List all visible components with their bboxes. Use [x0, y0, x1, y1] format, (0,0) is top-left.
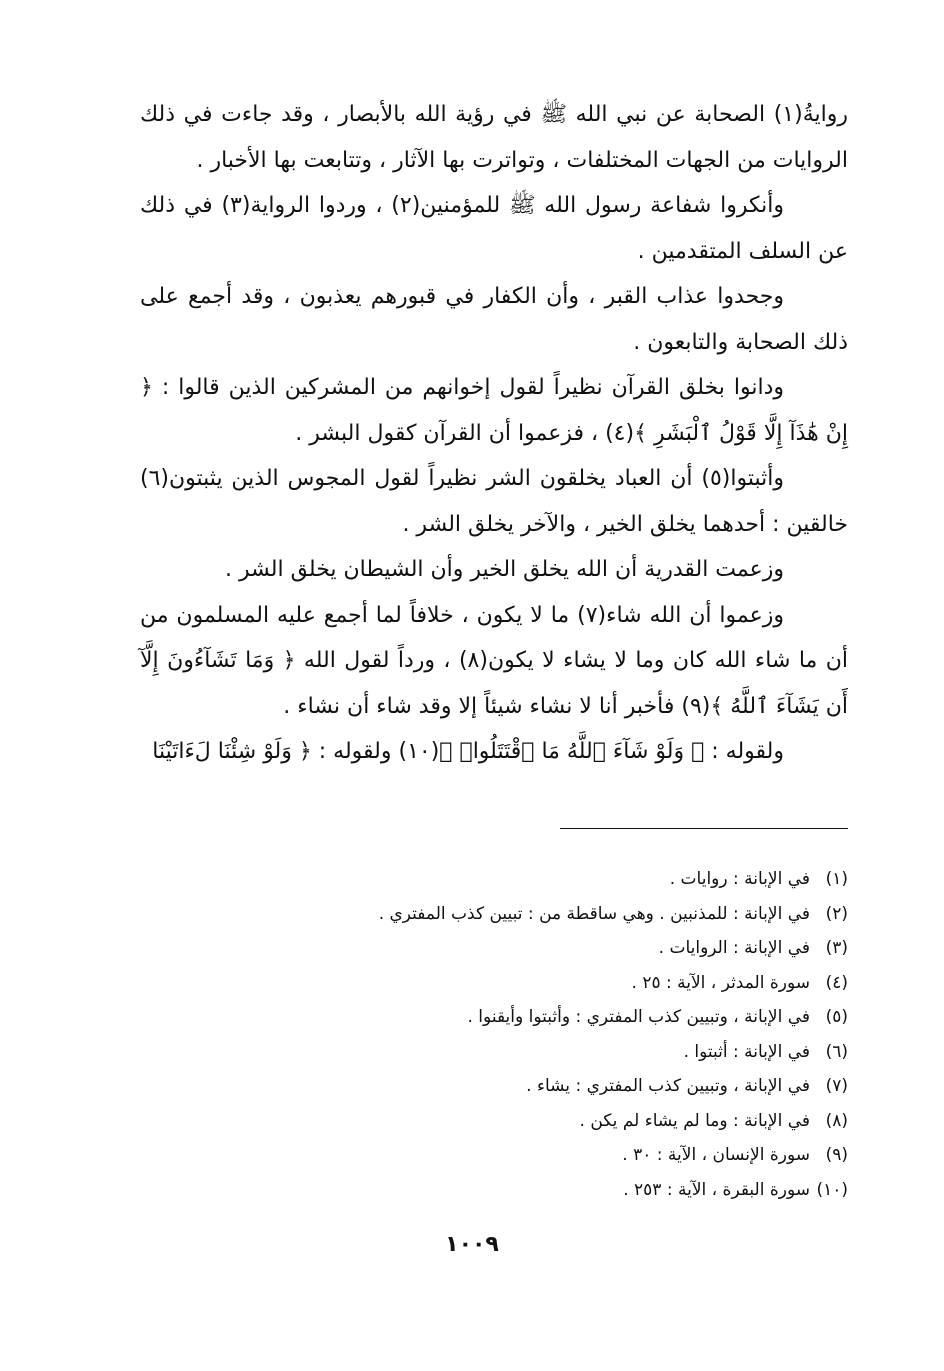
footnote	[198, 897, 848, 932]
footnote-text: سورة المدثر ، الآية : ٢٥ .	[631, 972, 810, 993]
footnote-text: في الإبانة ، وتبيين كذب المفتري : يشاء .	[526, 1076, 810, 1096]
footnote-number: (٩)	[825, 1145, 848, 1165]
paragraph: وزعموا أن الله شاء(٧) ما لا يكون ، خلافاً لما أجمع عليه المسلمون من أن ما شاء الله كان وما لا يشاء لا يكون(٨) ، ورداً لقول الله ﴿ وَمَا تَشَآءُونَ إِلَّآ أَن يَشَآءَ ٱللَّهُ ﴾(٩) فأخبر أنا لا نشاء شيئاً إلا وقد شاء أن نشاء .	[140, 602, 848, 719]
footnote-number: (٢)	[825, 903, 848, 924]
footnote-number: (٣)	[825, 938, 848, 958]
footnote-number: (١٠)	[816, 1179, 848, 1200]
footnote	[198, 1138, 848, 1173]
paragraph: وجحدوا عذاب القبر ، وأن الكفار في قبورهم يعذبون ، وقد أجمع على ذلك الصحابة والتابعون .	[140, 284, 848, 355]
footnote-text: في الإبانة : أثبتوا .	[683, 1041, 810, 1062]
footnote-number: (٤)	[825, 972, 848, 993]
paragraph: روايةُ(١) الصحابة عن نبي الله ﷺ في رؤية الله بالأبصار ، وقد جاءت في ذلك الروايات من الجهات المختلفات ، وتواترت بها الآثار ، وتتابعت بها الأخبار .	[140, 102, 848, 173]
footnote-text: في الإبانة : وما لم يشاء لم يكن .	[579, 1110, 810, 1131]
footnote	[198, 931, 848, 966]
footnote-text: في الإبانة : للمذنبين . وهي ساقطة من : تبيين كذب المفتري .	[378, 903, 810, 924]
footnote-text: سورة البقرة ، الآية : ٢٥٣ .	[623, 1179, 810, 1200]
main-text	[140, 92, 848, 775]
footnote	[198, 966, 848, 1001]
paragraph: وأثبتوا(٥) أن العباد يخلقون الشر نظيراً لقول المجوس الذين يثبتون(٦) خالقين : أحدهما يخلق الخير ، والآخر يخلق الشر .	[140, 466, 848, 537]
footnote-divider	[560, 828, 848, 829]
paragraph: وزعمت القدرية أن الله يخلق الخير وأن الشيطان يخلق الشر .	[225, 557, 784, 582]
footnote-number: (١)	[825, 869, 848, 889]
paragraph: ودانوا بخلق القرآن نظيراً لقول إخوانهم من المشركين الذين قالوا : ﴿ إِنْ هَٰذَآ إِلَّا قَوْلُ ٱلْبَشَرِ ﴾(٤) ، فزعموا أن القرآن كقول البشر .	[140, 375, 848, 446]
footnote-number: (٦)	[825, 1041, 848, 1062]
footnotes-list	[198, 862, 848, 1207]
footnote	[198, 1069, 848, 1104]
paragraph: ولقوله : ﴿ وَلَوْ شَآءَ ٱللَّهُ مَا ٱقْتَتَلُوا۟ ﴾(١٠) ولقوله : ﴿ وَلَوْ شِئْنَا لَءَاتَيْنَا	[152, 739, 784, 764]
footnote-number: (٨)	[825, 1110, 848, 1131]
footnote-text: سورة الإنسان ، الآية : ٣٠ .	[622, 1145, 810, 1165]
paragraph: وأنكروا شفاعة رسول الله ﷺ للمؤمنين(٢) ، وردوا الرواية(٣) في ذلك عن السلف المتقدمين .	[140, 193, 848, 264]
footnote	[198, 862, 848, 897]
footnote	[198, 1104, 848, 1139]
page-number: ١٠٠٩	[445, 1232, 499, 1257]
footnote	[198, 1035, 848, 1070]
footnote-text: في الإبانة : الروايات .	[658, 938, 810, 958]
footnote-number: (٥)	[825, 1007, 848, 1027]
footnote	[198, 1173, 848, 1208]
footnote-text: في الإبانة : روايات .	[669, 869, 810, 889]
footnote	[198, 1000, 848, 1035]
footnote-text: في الإبانة ، وتبيين كذب المفتري : وأثبتوا وأيقنوا .	[467, 1007, 810, 1027]
footnote-number: (٧)	[825, 1076, 848, 1096]
